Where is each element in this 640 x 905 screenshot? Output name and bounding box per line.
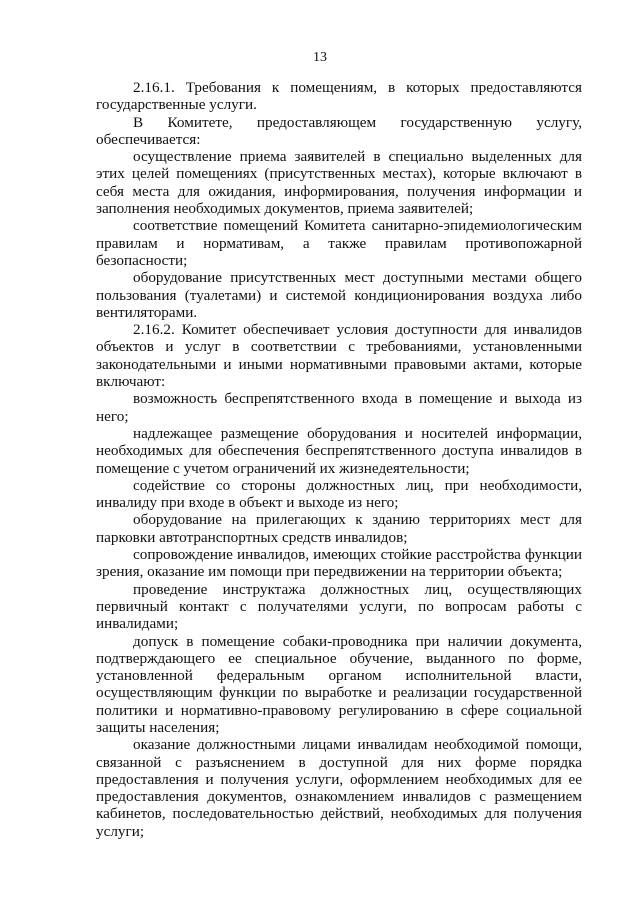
paragraph-parking: оборудование на прилегающих к зданию территориях мест для парковки автотранспортных средств инвалидов; (96, 511, 582, 546)
paragraph-staff-help: оказание должностными лицами инвалидам необходимой помощи, связанной с разъяснением в доступной для них форме порядка предоставления и получения услуги, оформлением необходимых для ее предоставления документов, ознакомлением инвалидов с размещением кабинетов, последовательностью действий, необходимых для получения услуги; (96, 736, 582, 840)
paragraph-staff-assistance: содействие со стороны должностных лиц, при необходимости, инвалиду при входе в объект и выходе из него; (96, 476, 582, 512)
paragraph-committee-provides: В Комитете, предоставляющем государственную услугу, обеспечивается: (96, 113, 582, 148)
page-number: 13 (313, 50, 327, 65)
paragraph-equipment-placement: надлежащее размещение оборудования и носителей информации, необходимых для обеспечения беспрепятственного доступа инвалидов в помещение с учетом ограничений их жизнедеятельности; (96, 424, 582, 477)
paragraph-sanitary-compliance: соответствие помещений Комитета санитарно-эпидемиологическим правилам и нормативам, а также правилам противопожарной безопасности; (96, 217, 582, 269)
paragraph-guide-dog: допуск в помещение собаки-проводника при наличии документа, подтверждающего ее специальное обучение, выданного по форме, установленной федеральным органом исполнительной власти, осуществляющим функции по выработке и реализации государственной политики и нормативно-правовому регулированию в сфере социальной защиты населения; (96, 632, 582, 736)
paragraph-vision-escort: сопровождение инвалидов, имеющих стойкие расстройства функции зрения, оказание им помощи при передвижении на территории объекта; (96, 546, 582, 581)
paragraph-reception-premises: осуществление приема заявителей в специально выделенных для этих целей помещениях (присутственных местах), которые включают в себя места для ожидания, информирования, получения информации и заполнения необходимых документов, приема заявителей; (96, 148, 582, 218)
paragraph-public-facilities: оборудование присутственных мест доступными местами общего пользования (туалетами) и системой кондиционирования воздуха либо вентиляторами. (96, 269, 582, 321)
paragraph-barrier-free-entry: возможность беспрепятственного входа в помещение и выхода из него; (96, 390, 582, 425)
paragraph-2-16-2-accessibility: 2.16.2. Комитет обеспечивает условия доступности для инвалидов объектов и услуг в соответствии с требованиями, установленными законодательными и иными нормативными правовыми актами, которые включают: (96, 321, 582, 391)
paragraph-staff-briefing: проведение инструктажа должностных лиц, осуществляющих первичный контакт с получателями услуги, по вопросам работы с инвалидами; (96, 580, 582, 633)
document-body (96, 79, 582, 840)
paragraph-2-16-1-heading: 2.16.1. Требования к помещениям, в которых предоставляются государственные услуги. (96, 79, 582, 114)
